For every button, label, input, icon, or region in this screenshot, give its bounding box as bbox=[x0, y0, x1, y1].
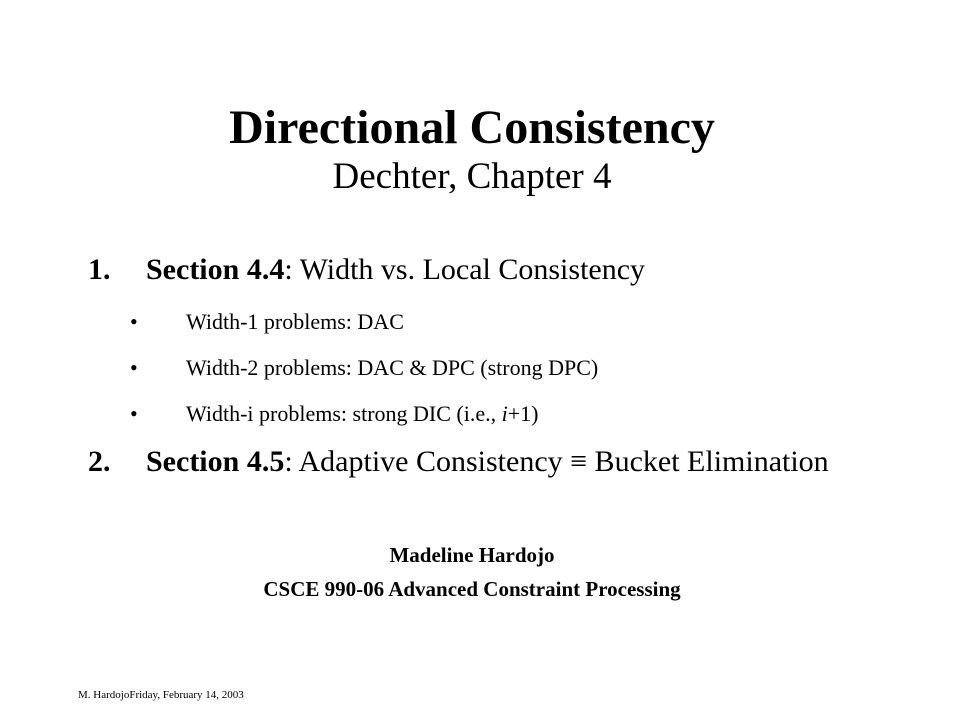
section-reference: Section 4.4 bbox=[146, 253, 285, 286]
bullet-text-end: +1) bbox=[507, 401, 539, 426]
bullet-text-italic: i bbox=[501, 401, 508, 426]
slide-subtitle: Dechter, Chapter 4 bbox=[332, 156, 612, 197]
author-name: Madeline Hardojo bbox=[389, 543, 555, 567]
list-item-text bbox=[146, 252, 866, 288]
bullet-text: Width-1 problems: DAC bbox=[186, 309, 404, 334]
credits-block bbox=[0, 538, 944, 606]
bullet-text-start: Width-i problems: strong DIC (i.e., bbox=[186, 401, 502, 426]
list-item-description: : Width vs. Local Consistency bbox=[284, 253, 646, 286]
section-reference: Section 4.5 bbox=[146, 445, 285, 478]
slide-title: Directional Consistency bbox=[229, 101, 715, 154]
bullet-text bbox=[186, 400, 539, 428]
course-name: CSCE 990-06 Advanced Constraint Processing bbox=[263, 577, 681, 601]
bullet-icon: • bbox=[130, 355, 138, 380]
footer-text: M. HardojoFriday, February 14, 2003 bbox=[78, 689, 244, 701]
bullet-icon: • bbox=[130, 309, 138, 334]
list-item-number: 1. bbox=[88, 253, 111, 286]
list-item-description: : Adaptive Consistency ≡ Bucket Elimination bbox=[284, 445, 829, 478]
bullet-icon: • bbox=[130, 401, 138, 426]
list-item-text bbox=[146, 444, 866, 480]
bullet-text: Width-2 problems: DAC & DPC (strong DPC) bbox=[186, 355, 599, 380]
slide-title-block bbox=[0, 100, 944, 198]
list-item-number: 2. bbox=[88, 445, 111, 478]
